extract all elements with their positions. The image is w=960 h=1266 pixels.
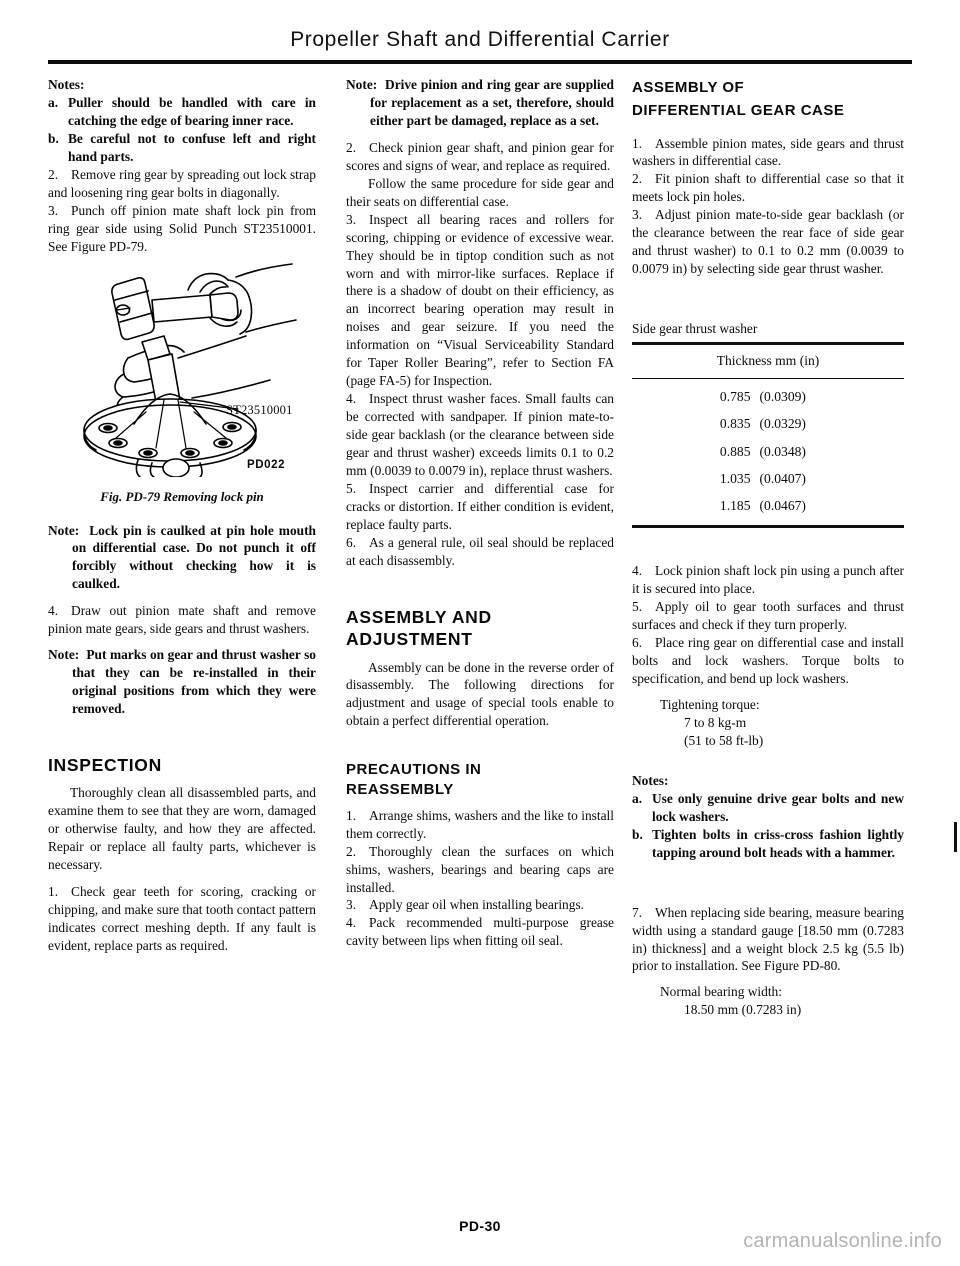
left-note-b-marker: b. bbox=[48, 130, 59, 146]
margin-tick-mark bbox=[954, 822, 957, 852]
assembly-of-diff-gear-case-line2: DIFFERENTIAL GEAR CASE bbox=[632, 102, 845, 120]
precaution-step-2-num: 2. bbox=[346, 843, 357, 859]
mid-inspection-step-2 bbox=[346, 139, 614, 175]
watermark: carmanualsonline.info bbox=[743, 1230, 942, 1252]
table-row bbox=[632, 493, 904, 527]
right-step-6-text: Place ring gear on differential case and install bolts and lock washers. Torque bolts to specification, and bend up lock washers. bbox=[632, 635, 904, 687]
mid-note-drive-pinion-body bbox=[346, 76, 614, 130]
right-note-a-text: Use only genuine drive gear bolts and new lock washers. bbox=[652, 790, 904, 824]
right-step-1-text: Assemble pinion mates, side gears and thrust washers in differential case. bbox=[632, 135, 904, 169]
precaution-step-1-text: Arrange shims, washers and the like to install them correctly. bbox=[346, 807, 614, 841]
thrust-washer-in: (0.0407) bbox=[759, 470, 806, 486]
precaution-step-3 bbox=[346, 896, 614, 914]
table-row bbox=[632, 379, 904, 411]
thrust-washer-in: (0.0467) bbox=[759, 498, 806, 514]
figure-image-code: PD022 bbox=[247, 458, 286, 471]
right-step-5 bbox=[632, 598, 904, 634]
mid-note-drive-pinion-label: Note: bbox=[346, 77, 378, 92]
mid-inspection-step-6-text: As a general rule, oil seal should be replaced at each disassembly. bbox=[346, 534, 614, 568]
figure-tool-label: ST23510001 bbox=[226, 402, 293, 417]
mid-inspection-step-5-text: Inspect carrier and differential case for cracks or distortion. If either condition is evident, replace faulty parts. bbox=[346, 480, 614, 532]
precautions-heading-line1: PRECAUTIONS IN bbox=[346, 761, 482, 779]
right-step-2-text: Fit pinion shaft to differential case so that it meets lock pin holes. bbox=[632, 171, 904, 205]
table-bottom-rule bbox=[632, 527, 904, 529]
figure-caption: Fig. PD-79 Removing lock pin bbox=[100, 488, 264, 504]
right-step-4-text: Lock pinion shaft lock pin using a punch after it is secured into place. bbox=[632, 563, 904, 597]
left-step-4-text: Draw out pinion mate shaft and remove pinion mate gears, side gears and thrust washers. bbox=[48, 603, 316, 637]
right-step-4-num: 4. bbox=[632, 563, 643, 579]
left-step-3 bbox=[48, 202, 316, 256]
right-step-6-num: 6. bbox=[632, 635, 643, 651]
right-step-3 bbox=[632, 206, 904, 278]
left-inspection-step-1-num: 1. bbox=[48, 884, 59, 900]
precaution-step-4-text: Pack recommended multi-purpose grease cavity between lips when fitting oil seal. bbox=[346, 915, 614, 949]
left-note-marks bbox=[48, 646, 316, 718]
mid-inspection-step-6-num: 6. bbox=[346, 534, 357, 550]
precaution-step-2 bbox=[346, 843, 614, 897]
left-note-lock-pin-body bbox=[48, 522, 316, 594]
left-note-marks-label: Note: bbox=[48, 647, 80, 663]
left-step-2-num: 2. bbox=[48, 166, 59, 182]
left-step-4-num: 4. bbox=[48, 603, 59, 619]
assembly-adjustment-heading bbox=[346, 606, 614, 651]
thrust-washer-table-title: Side gear thrust washer bbox=[632, 321, 758, 337]
right-step-2-num: 2. bbox=[632, 171, 643, 187]
right-note-a-marker: a. bbox=[632, 790, 643, 806]
normal-bearing-width-label: Normal bearing width: bbox=[660, 984, 782, 1000]
right-step-2 bbox=[632, 170, 904, 206]
left-column bbox=[48, 76, 316, 955]
thrust-washer-mm: 1.035 bbox=[719, 470, 751, 486]
right-step-6 bbox=[632, 634, 904, 688]
left-inspection-step-1-text: Check gear teeth for scoring, cracking or chipping, and make sure that tooth contact pattern indicates correct meshing depth. If any fault is evident, replace parts as required. bbox=[48, 884, 316, 954]
page-title: Propeller Shaft and Differential Carrier bbox=[290, 28, 670, 51]
side-gear-thrust-washer-table bbox=[632, 342, 904, 528]
header-divider bbox=[48, 60, 912, 64]
precautions-heading bbox=[346, 760, 614, 798]
right-step-3-text: Adjust pinion mate-to-side gear backlash (or the clearance between the rear face of side gear and thrust washer) to 0.1 to 0.2 mm (0.0039 to 0.0079 in) by selecting side gear thrust washer. bbox=[632, 207, 904, 277]
right-step-5-text: Apply oil to gear tooth surfaces and thrust surfaces and check if they turn properly. bbox=[632, 599, 904, 633]
left-note-a-text: Puller should be handled with care in catching the edge of bearing inner race. bbox=[68, 94, 316, 128]
right-column bbox=[632, 76, 904, 1019]
right-step-7 bbox=[632, 904, 904, 976]
footer-page-number: PD-30 bbox=[459, 1218, 501, 1234]
thrust-washer-mm: 0.785 bbox=[719, 389, 751, 405]
assembly-adjustment-heading-line1: ASSEMBLY AND bbox=[346, 606, 492, 627]
left-note-b-text: Be careful not to confuse left and right hand parts. bbox=[68, 130, 316, 164]
thrust-washer-mm: 0.885 bbox=[719, 443, 751, 459]
mid-inspection-step-5 bbox=[346, 480, 614, 534]
left-inspection-step-1 bbox=[48, 883, 316, 955]
right-notes-label: Notes: bbox=[632, 772, 669, 788]
table-row bbox=[632, 411, 904, 438]
left-step-3-num: 3. bbox=[48, 202, 59, 218]
assembly-adjustment-heading-line2: ADJUSTMENT bbox=[346, 629, 473, 650]
left-note-marks-body bbox=[48, 646, 316, 718]
precaution-step-4 bbox=[346, 914, 614, 950]
right-step-4 bbox=[632, 562, 904, 598]
middle-column bbox=[346, 76, 614, 950]
tightening-torque-metric: 7 to 8 kg-m bbox=[684, 714, 747, 730]
mid-inspection-step-3-text: Inspect all bearing races and rollers for scoring, chipping or evidence of excessive wear. They should be in tiptop condition such as not worn and with mirror-like surfaces. Replace if there is a shadow of doubt on their efficiency, as an incorrect bearing operation may result in noises and gear seizure. If you need the information on “Visual Serviceability Standard for Taper Roller Bearing”, refer to Section FA (page FA-5) for Inspection. bbox=[346, 211, 614, 389]
right-step-7-num: 7. bbox=[632, 904, 643, 920]
right-step-3-num: 3. bbox=[632, 207, 643, 223]
left-note-b bbox=[48, 130, 316, 166]
right-note-a bbox=[632, 790, 904, 826]
precaution-step-2-text: Thoroughly clean the surfaces on which shims, washers, bearings and bearing caps are installed. bbox=[346, 843, 614, 895]
assembly-of-diff-gear-case-line1: ASSEMBLY OF bbox=[632, 79, 745, 96]
precaution-step-4-num: 4. bbox=[346, 915, 357, 931]
left-note-lock-pin-label: Note: bbox=[48, 522, 80, 538]
mid-note-drive-pinion bbox=[346, 76, 614, 130]
right-note-b bbox=[632, 826, 904, 862]
inspection-heading: INSPECTION bbox=[48, 755, 162, 776]
mid-inspection-step-4-num: 4. bbox=[346, 391, 357, 407]
thrust-washer-in: (0.0309) bbox=[759, 389, 806, 405]
table-row bbox=[632, 465, 904, 492]
precaution-step-1-num: 1. bbox=[346, 807, 357, 823]
lock-pin-removal-illustration bbox=[60, 262, 300, 477]
assembly-adjustment-intro: Assembly can be done in the reverse order of disassembly. The following directions for adjustment and usage of special tools enable to obtain a perfect differential operation. bbox=[346, 659, 614, 729]
table-row bbox=[632, 438, 904, 465]
precaution-step-3-text: Apply gear oil when installing bearings. bbox=[369, 897, 584, 913]
right-step-1 bbox=[632, 135, 904, 171]
left-note-a bbox=[48, 94, 316, 130]
left-notes-label: Notes: bbox=[48, 77, 85, 92]
mid-inspection-step-4 bbox=[346, 390, 614, 480]
right-step-7-text: When replacing side bearing, measure bearing width using a standard gauge [18.50 mm (0.7283 in) thickness] and a weight block 2.5 kg (5.5 lb) prior to installation. See Figure PD-80. bbox=[632, 904, 904, 974]
thrust-washer-mm: 0.835 bbox=[719, 416, 751, 432]
right-note-b-text: Tighten bolts in criss-cross fashion lightly tapping around bolt heads with a hammer. bbox=[652, 826, 904, 860]
thrust-washer-in: (0.0348) bbox=[759, 443, 806, 459]
left-step-4 bbox=[48, 602, 316, 638]
mid-inspection-step-2-follow: Follow the same procedure for side gear and their seats on differential case. bbox=[346, 175, 614, 209]
left-note-a-marker: a. bbox=[48, 94, 59, 110]
thrust-washer-table-header: Thickness mm (in) bbox=[632, 344, 904, 379]
right-step-1-num: 1. bbox=[632, 135, 643, 151]
mid-inspection-step-5-num: 5. bbox=[346, 480, 357, 496]
precautions-heading-line2: REASSEMBLY bbox=[346, 780, 454, 798]
left-step-3-text: Punch off pinion mate shaft lock pin from ring gear side using Solid Punch ST23510001. See Figure PD-79. bbox=[48, 202, 316, 254]
assembly-of-diff-gear-case-heading bbox=[632, 76, 904, 123]
tightening-torque-imperial: (51 to 58 ft-lb) bbox=[684, 732, 764, 748]
mid-inspection-step-3 bbox=[346, 211, 614, 391]
mid-note-drive-pinion-text: Drive pinion and ring gear are supplied for replacement as a set, therefore, should either part be damaged, replace as a set. bbox=[370, 77, 614, 128]
left-note-lock-pin bbox=[48, 522, 316, 594]
normal-bearing-width-value: 18.50 mm (0.7283 in) bbox=[684, 1002, 802, 1018]
mid-inspection-step-2-text: Check pinion gear shaft, and pinion gear for scores and signs of wear, and replace as required. bbox=[346, 139, 614, 173]
precaution-step-1 bbox=[346, 807, 614, 843]
left-step-2-text: Remove ring gear by spreading out lock strap and loosening ring gear bolts in diagonally. bbox=[48, 166, 316, 200]
left-step-2 bbox=[48, 166, 316, 202]
mid-inspection-step-6 bbox=[346, 534, 614, 570]
left-note-marks-text: Put marks on gear and thrust washer so that they can be re-installed in their original positions from which they were removed. bbox=[72, 647, 316, 717]
thrust-washer-in: (0.0329) bbox=[759, 416, 806, 432]
inspection-intro: Thoroughly clean all disassembled parts, and examine them to see that they are worn, damaged or otherwise faulty, and how they are affected. Repair or replace all faulty parts, whichever is necessary. bbox=[48, 785, 316, 873]
precaution-step-3-num: 3. bbox=[346, 897, 357, 913]
figure-pd-79 bbox=[48, 262, 316, 504]
thrust-washer-mm: 1.185 bbox=[719, 498, 751, 514]
right-step-5-num: 5. bbox=[632, 599, 643, 615]
mid-inspection-step-4-text: Inspect thrust washer faces. Small faults can be corrected with sandpaper. If pinion mate-to-side gear backlash (or the clearance between side gear and thrust washer) exceeds limits 0.1 to 0.2 mm (0.0039 to 0.0079 in), replace thrust washers. bbox=[346, 391, 614, 479]
mid-inspection-step-2-num: 2. bbox=[346, 139, 357, 155]
right-note-b-marker: b. bbox=[632, 826, 643, 842]
left-note-lock-pin-text: Lock pin is caulked at pin hole mouth on differential case. Do not punch it off forcibly without checking how it is caulked. bbox=[72, 522, 316, 592]
tightening-torque-label: Tightening torque: bbox=[660, 696, 760, 712]
mid-inspection-step-3-num: 3. bbox=[346, 211, 357, 227]
